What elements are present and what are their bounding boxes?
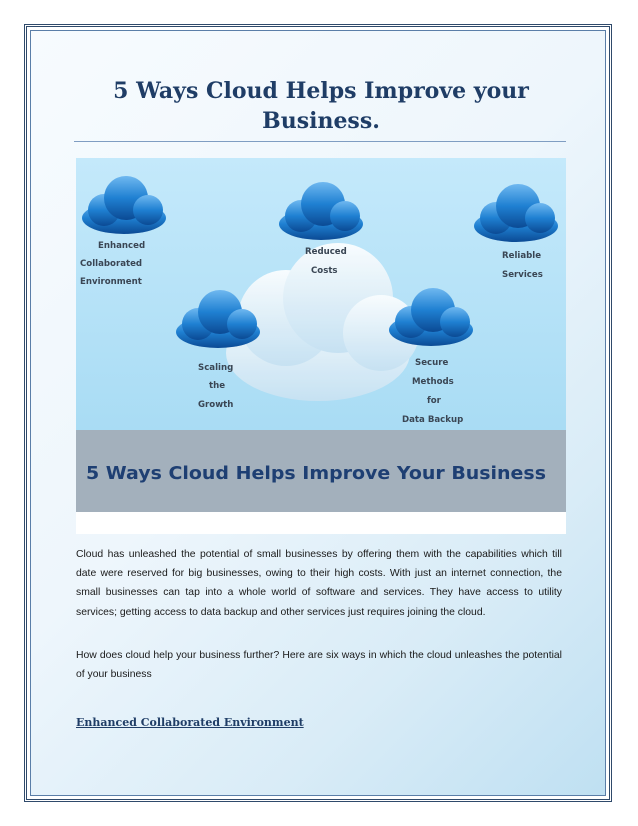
label-reduced-1: Reduced <box>305 247 347 257</box>
label-enhanced-2: Collaborated <box>80 259 143 269</box>
label-reliable-1: Reliable <box>502 251 542 261</box>
question-paragraph: How does cloud help your business further? Here are six ways in which the cloud unleashes the potential of your business <box>76 650 562 681</box>
label-enhanced-3: Environment <box>80 277 142 287</box>
label-secure-4: Data Backup <box>402 415 464 425</box>
label-scaling-2: the <box>209 381 226 391</box>
label-secure-3: for <box>427 396 441 406</box>
label-enhanced-1: Enhanced <box>98 241 146 251</box>
label-scaling-3: Growth <box>198 400 234 410</box>
hero-image <box>76 158 566 534</box>
section-heading: Enhanced Collaborated Environment <box>76 716 304 729</box>
label-secure-1: Secure <box>415 358 449 368</box>
label-scaling-1: Scaling <box>198 363 234 373</box>
label-secure-2: Methods <box>412 377 454 387</box>
label-reliable-2: Services <box>502 270 543 280</box>
document-title: 5 Ways Cloud Helps Improve your Business. <box>113 78 529 134</box>
title-divider <box>74 141 566 142</box>
hero-banner-text: 5 Ways Cloud Helps Improve Your Business <box>86 464 546 484</box>
intro-paragraph: Cloud has unleashed the potential of small businesses by offering them with the capabilities which till date were reserved for big businesses, owing to their high costs. With just an internet connection, the small businesses can tap into a whole world of software and services. They have access to utility services; getting access to data backup and other services just requires joining the cloud. <box>76 549 562 618</box>
label-reduced-2: Costs <box>311 266 338 276</box>
